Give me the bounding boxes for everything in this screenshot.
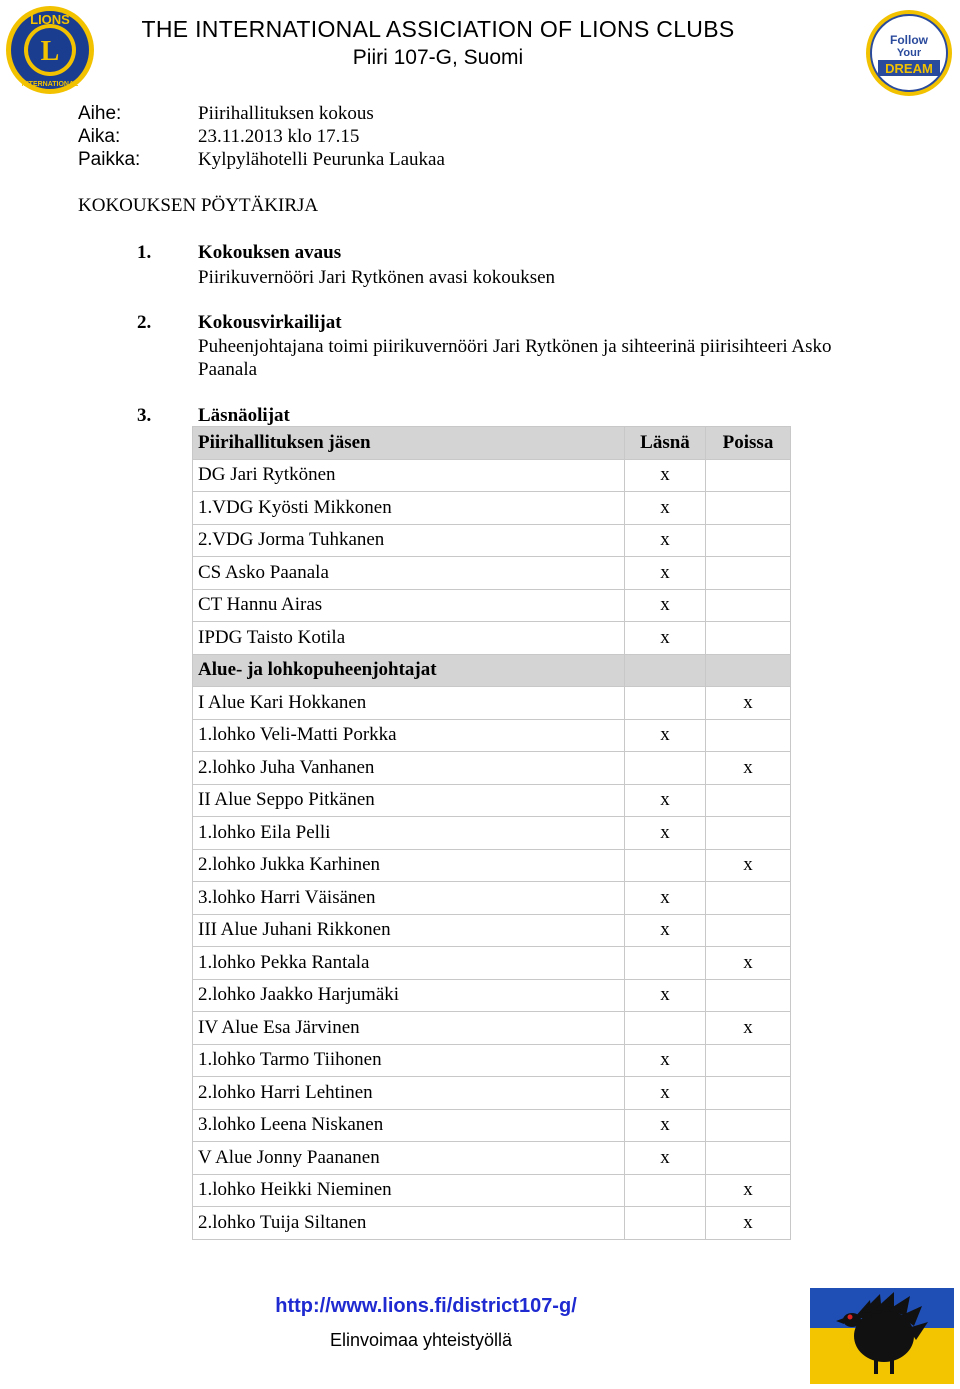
item-number: 3. xyxy=(137,405,152,426)
member-name-cell: IV Alue Esa Järvinen xyxy=(193,1012,625,1045)
table-row xyxy=(193,849,791,882)
table-row xyxy=(193,817,791,850)
present-cell xyxy=(625,1174,706,1207)
member-name-cell: 2.lohko Harri Lehtinen xyxy=(193,1077,625,1110)
absent-cell xyxy=(706,979,791,1012)
absent-cell xyxy=(706,622,791,655)
absent-cell: x xyxy=(706,752,791,785)
absent-cell xyxy=(706,784,791,817)
absent-cell xyxy=(706,882,791,915)
member-name-cell: II Alue Seppo Pitkänen xyxy=(193,784,625,817)
present-cell: x xyxy=(625,459,706,492)
present-cell: x xyxy=(625,622,706,655)
absent-cell xyxy=(706,1109,791,1142)
present-cell: x xyxy=(625,1142,706,1175)
member-name-cell: 3.lohko Harri Väisänen xyxy=(193,882,625,915)
table-row xyxy=(193,589,791,622)
header-subtitle: Piiri 107-G, Suomi xyxy=(352,46,524,69)
member-name-cell: 1.lohko Eila Pelli xyxy=(193,817,625,850)
member-name-cell: 1.lohko Tarmo Tiihonen xyxy=(193,1044,625,1077)
member-name-cell: 1.lohko Veli-Matti Porkka xyxy=(193,719,625,752)
table-row xyxy=(193,914,791,947)
table-header-row xyxy=(193,427,791,460)
absent-cell xyxy=(706,914,791,947)
table-row xyxy=(193,1077,791,1110)
absent-cell: x xyxy=(706,1174,791,1207)
present-cell: x xyxy=(625,1044,706,1077)
member-name-cell: 1.VDG Kyösti Mikkonen xyxy=(193,492,625,525)
table-row xyxy=(193,492,791,525)
member-name-cell: CS Asko Paanala xyxy=(193,557,625,590)
table-row xyxy=(193,1012,791,1045)
table-row xyxy=(193,784,791,817)
meta-value: Kylpylähotelli Peurunka Laukaa xyxy=(198,149,445,170)
member-name-cell: 2.VDG Jorma Tuhkanen xyxy=(193,524,625,557)
present-cell xyxy=(625,752,706,785)
present-cell: x xyxy=(625,914,706,947)
absent-cell: x xyxy=(706,1207,791,1240)
table-section-row xyxy=(193,654,791,687)
member-name-cell: III Alue Juhani Rikkonen xyxy=(193,914,625,947)
absent-cell xyxy=(706,719,791,752)
absent-cell xyxy=(706,1142,791,1175)
table-row xyxy=(193,882,791,915)
present-cell: x xyxy=(625,557,706,590)
table-row xyxy=(193,524,791,557)
item-text: Piirikuvernööri Jari Rytkönen avasi kokouksen xyxy=(198,267,556,288)
present-cell xyxy=(625,1012,706,1045)
member-name-cell: 2.lohko Jaakko Harjumäki xyxy=(193,979,625,1012)
absent-cell: x xyxy=(706,1012,791,1045)
absent-cell xyxy=(706,459,791,492)
absent-cell xyxy=(706,492,791,525)
column-header-present: Läsnä xyxy=(625,427,706,460)
item-heading: Kokousvirkailijat xyxy=(198,312,342,333)
present-cell: x xyxy=(625,784,706,817)
meta-value: 23.11.2013 klo 17.15 xyxy=(198,126,360,147)
present-cell: x xyxy=(625,979,706,1012)
absent-cell xyxy=(706,524,791,557)
member-name-cell: 2.lohko Juha Vanhanen xyxy=(193,752,625,785)
table-row xyxy=(193,979,791,1012)
present-cell xyxy=(625,654,706,687)
present-cell: x xyxy=(625,719,706,752)
table-row xyxy=(193,1109,791,1142)
member-name-cell: 1.lohko Pekka Rantala xyxy=(193,947,625,980)
table-row xyxy=(193,1044,791,1077)
member-name-cell: I Alue Kari Hokkanen xyxy=(193,687,625,720)
capercaillie-flag-icon xyxy=(810,1288,954,1384)
district-website-link[interactable]: http://www.lions.fi/district107-g/ xyxy=(275,1295,577,1317)
present-cell xyxy=(625,849,706,882)
member-name-cell: CT Hannu Airas xyxy=(193,589,625,622)
absent-cell xyxy=(706,1077,791,1110)
present-cell: x xyxy=(625,817,706,850)
table-row xyxy=(193,752,791,785)
table-row xyxy=(193,557,791,590)
item-heading: Kokouksen avaus xyxy=(198,242,342,263)
present-cell: x xyxy=(625,882,706,915)
member-name-cell: 1.lohko Heikki Nieminen xyxy=(193,1174,625,1207)
absent-cell xyxy=(706,817,791,850)
meta-label: Aihe: xyxy=(78,103,122,124)
present-cell: x xyxy=(625,589,706,622)
svg-text:LIONS: LIONS xyxy=(30,12,70,27)
absent-cell xyxy=(706,654,791,687)
follow-your-dream-logo xyxy=(864,8,954,98)
member-name-cell: Alue- ja lohkopuheenjohtajat xyxy=(193,654,625,687)
svg-text:L: L xyxy=(40,36,60,67)
member-name-cell: DG Jari Rytkönen xyxy=(193,459,625,492)
member-name-cell: 3.lohko Leena Niskanen xyxy=(193,1109,625,1142)
absent-cell xyxy=(706,557,791,590)
header-title: THE INTERNATIONAL ASSICIATION OF LIONS CLUBS xyxy=(141,16,735,42)
present-cell: x xyxy=(625,492,706,525)
svg-text:Your: Your xyxy=(896,47,922,59)
present-cell xyxy=(625,1207,706,1240)
table-row xyxy=(193,459,791,492)
table-row xyxy=(193,1142,791,1175)
table-row xyxy=(193,719,791,752)
column-header-absent: Poissa xyxy=(706,427,791,460)
member-name-cell: 2.lohko Jukka Karhinen xyxy=(193,849,625,882)
present-cell xyxy=(625,687,706,720)
item-text: Puheenjohtajana toimi piirikuvernööri Jari Rytkönen ja sihteerinä piirisihteeri Asko Paanala xyxy=(198,336,832,380)
absent-cell: x xyxy=(706,849,791,882)
svg-text:Follow: Follow xyxy=(890,33,928,47)
item-heading: Läsnäolijat xyxy=(198,405,290,426)
item-number: 2. xyxy=(137,312,152,333)
table-row xyxy=(193,687,791,720)
absent-cell xyxy=(706,589,791,622)
attendance-table xyxy=(192,426,791,1240)
meta-label: Paikka: xyxy=(78,149,141,170)
present-cell: x xyxy=(625,1077,706,1110)
member-name-cell: 2.lohko Tuija Siltanen xyxy=(193,1207,625,1240)
table-row xyxy=(193,1174,791,1207)
svg-text:DREAM: DREAM xyxy=(885,61,933,76)
table-row xyxy=(193,622,791,655)
member-name-cell: IPDG Taisto Kotila xyxy=(193,622,625,655)
table-row xyxy=(193,1207,791,1240)
meta-label: Aika: xyxy=(78,126,121,147)
absent-cell: x xyxy=(706,947,791,980)
present-cell: x xyxy=(625,1109,706,1142)
footer-slogan: Elinvoimaa yhteistyöllä xyxy=(329,1330,513,1350)
table-row xyxy=(193,947,791,980)
column-header-member: Piirihallituksen jäsen xyxy=(193,427,625,460)
meta-value: Piirihallituksen kokous xyxy=(198,103,374,124)
svg-text:INTERNATIONAL: INTERNATIONAL xyxy=(21,81,79,88)
document-title: KOKOUKSEN PÖYTÄKIRJA xyxy=(78,195,319,216)
absent-cell xyxy=(706,1044,791,1077)
member-name-cell: V Alue Jonny Paananen xyxy=(193,1142,625,1175)
item-number: 1. xyxy=(137,242,152,263)
absent-cell: x xyxy=(706,687,791,720)
present-cell: x xyxy=(625,524,706,557)
present-cell xyxy=(625,947,706,980)
